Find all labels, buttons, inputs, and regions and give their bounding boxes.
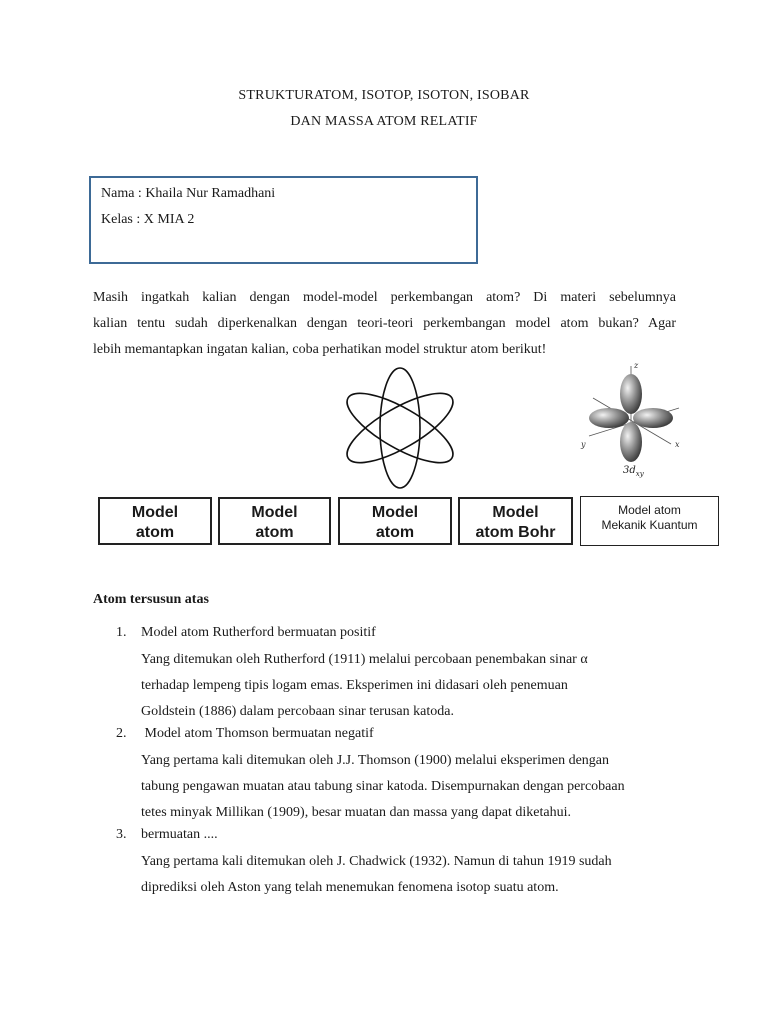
intro-line: kalian tentu sudah diperkenalkan dengan teori-teori perkembangan model atom bukan? Agar	[93, 316, 676, 331]
orbital-lobe	[620, 374, 642, 414]
z-axis-label: z	[634, 361, 639, 370]
model-label: atom	[135, 524, 175, 541]
atom-orbit	[338, 381, 462, 476]
list-number: 1.	[116, 625, 127, 640]
model-box-bohr	[458, 497, 573, 545]
body-line: Goldstein (1886) dalam percobaan sinar terusan katoda.	[141, 704, 454, 719]
model-label: atom	[255, 524, 294, 541]
section-heading: Atom tersusun atas	[93, 592, 209, 607]
intro-paragraph	[93, 285, 676, 363]
body-line: Yang pertama kali ditemukan oleh J. Chadwick (1932). Namun di tahun 1919 sudah	[141, 854, 612, 869]
list-item-body	[141, 849, 671, 901]
model-box	[338, 497, 452, 545]
atom-model-illustration	[333, 364, 467, 492]
orbital-lobe	[589, 408, 629, 428]
page-title: STRUKTURATOM, ISOTOP, ISOTON, ISOBAR	[238, 88, 530, 103]
body-line: tabung pengawan muatan atau tabung sinar katoda. Disempurnakan dengan percobaan	[141, 779, 625, 794]
list-number: 2.	[116, 726, 127, 741]
list-item-title: bermuatan ....	[141, 827, 218, 842]
d-orbital-illustration	[575, 358, 687, 480]
orbital-subscript: xy	[635, 470, 644, 478]
body-line: terhadap lempeng tipis logam emas. Eksperimen ini didasari oleh penemuan	[141, 678, 568, 693]
model-label: Mekanik Kuantum	[601, 518, 698, 532]
intro-line: Masih ingatkah kalian dengan model-model perkembangan atom? Di materi sebelumnya	[93, 290, 676, 305]
model-label: Model	[492, 504, 539, 521]
list-number: 3.	[116, 827, 127, 842]
orbital-caption: 3d	[623, 465, 636, 476]
student-class: Kelas : X MIA 2	[101, 212, 195, 227]
body-line: diprediksi oleh Aston yang telah menemukan fenomena isotop suatu atom.	[141, 880, 559, 895]
list-item-title: Model atom Thomson bermuatan negatif	[141, 726, 374, 741]
orbital-lobe	[620, 422, 642, 462]
body-line: Yang pertama kali ditemukan oleh J.J. Thomson (1900) melalui eksperimen dengan	[141, 753, 610, 768]
identity-box	[89, 176, 478, 264]
list-item-body	[141, 647, 671, 725]
atom-orbit	[380, 368, 420, 488]
x-axis-label: x	[675, 440, 680, 449]
list-item-body	[141, 748, 671, 826]
y-axis-label: y	[581, 440, 586, 449]
model-label: atom Bohr	[475, 524, 556, 541]
model-label: Model atom	[618, 503, 681, 517]
model-box	[98, 497, 212, 545]
model-box	[218, 497, 331, 545]
body-line: tetes minyak Millikan (1909), besar muatan dan massa yang dapat diketahui.	[141, 805, 571, 820]
atom-orbit	[338, 381, 462, 476]
model-label: atom	[375, 524, 415, 541]
svg-text:3dxy	[623, 465, 645, 478]
model-label: Model	[251, 504, 298, 521]
list-item-title: Model atom Rutherford bermuatan positif	[141, 625, 376, 640]
orbital-lobe	[633, 408, 673, 428]
model-label: Model	[131, 504, 179, 521]
body-line: Yang ditemukan oleh Rutherford (1911) melalui percobaan penembakan sinar α	[141, 652, 588, 667]
model-label: Model	[371, 504, 419, 521]
model-box-quantum	[580, 496, 719, 546]
page-subtitle: DAN MASSA ATOM RELATIF	[290, 114, 478, 129]
intro-line: lebih memantapkan ingatan kalian, coba perhatikan model struktur atom berikut!	[93, 342, 547, 357]
student-name: Nama : Khaila Nur Ramadhani	[101, 186, 276, 201]
